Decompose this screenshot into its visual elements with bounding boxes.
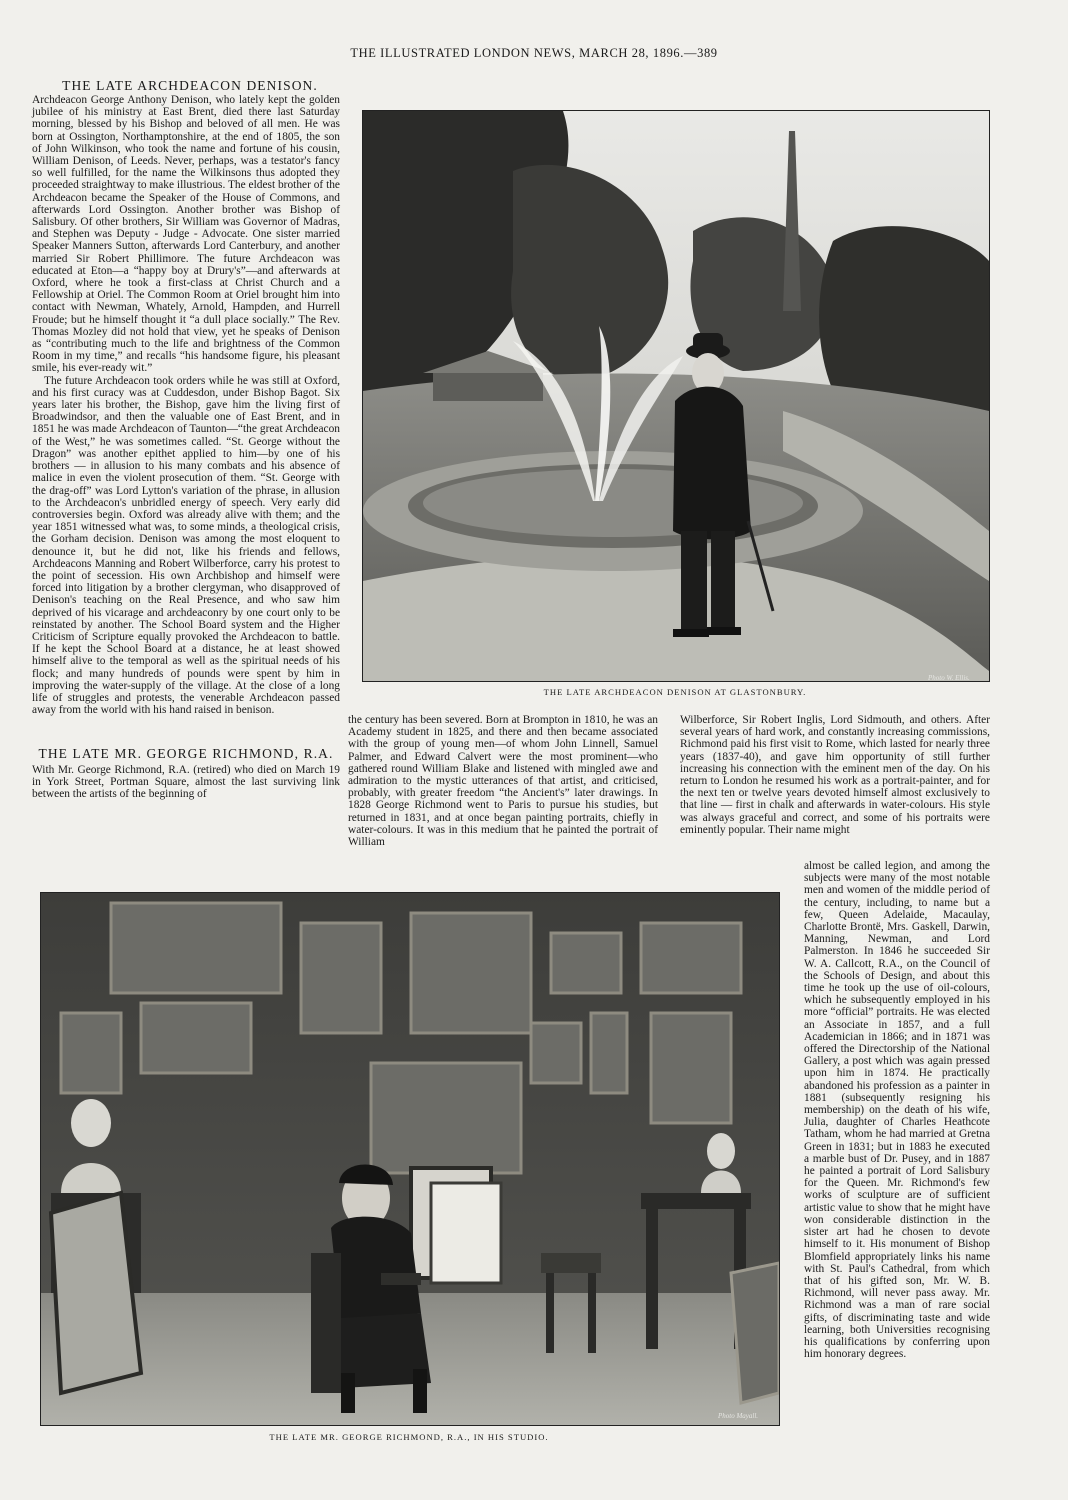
photo-caption-denison: THE LATE ARCHDEACON DENISON AT GLASTONBURY. (543, 687, 807, 697)
photo-richmond-studio (40, 892, 780, 1426)
article-column-1 (32, 764, 340, 801)
article-paragraph: The future Archdeacon took orders while he was still at Oxford, and his first curacy was at Cuddesdon, under Bishop Bagot. Six years later his brother, the Bishop, gave him the living first of Broadwindsor, and then the valuable one of East Brent, and in 1851 he was made Archdeacon of Taunton—“the great Archdeacon of the West,” he was sometimes called. “St. George without the Dragon” was another epithet applied to him—by one of his brothers — in allusion to his many combats and his absence of malice in even the violent prosecution of them. “St. George with the drag-off” was Lord Lytton's variation of the phrase, in allusion to the Archdeacon's unbridled energy of speech. Very early did controversies begin. Oxford was already alive with them; and the year 1851 witnessed what was, to some minds, a theological crisis, the Gorham decision. Denison was among the most eloquent to denounce it, but he did not, like his friends and fellows, Archdeacons Manning and Robert Wilberforce, carry his protest to the point of secession. His own Archbishop and himself were forced into litigation by a brother clergyman, who disapproved of Denison's teaching on the Real Presence, and who saw him deprived of his vicarage and archdeaconry by one court only to be reinstated by another. The School Board system and the Higher Criticism of Scripture equally provoked the Archdeacon to battle. If he kept the School Board at a distance, he at least showed himself alive to the temporal as well as the spiritual needs of his flock; and many hundreds of pounds were spent by him in improving the water-supply of the village. At the close of a long life of struggles and protests, the venerable Archdeacon passed away from the world with his hand raised in benison. (32, 374, 340, 717)
garden-illustration (363, 111, 989, 681)
article-paragraph: Archdeacon George Anthony Denison, who lately kept the golden jubilee of his ministry at East Brent, died there last Saturday morning, blessed by his Bishop and beloved of all men. He was born at Ossington, Northamptonshire, at the end of 1805, the son of John Wilkinson, who took the name and fortune of his cousin, William Denison, of Leeds. Never, perhaps, was a testator's fancy so well fulfilled, for the name the Wilkinsons thus adopted they proceeded straightway to make illustrious. The eldest brother of the Archdeacon became the Speaker of the House of Commons, and afterwards Lord Ossington. Another brother was Bishop of Salisbury. Of other brothers, Sir William was Governor of Madras, and Stephen was Deputy - Judge - Advocate. One sister married Speaker Manners Sutton, afterwards Lord Canterbury, and another married Sir Robert Phillimore. The future Archdeacon was educated at Eton—a “happy boy at Drury's”—and afterwards at Oxford, where he took a first-class at Christ Church and a Fellowship at Oriel. The Common Room at Oriel brought him into contact with Newman, Whately, Arnold, Hampden, and Hurrell Froude; but he himself thought it “a dull place socially.” The Rev. Thomas Mozley did not hold that view, yet he speaks of Denison as “contributing much to the life and brightness of the Common Room in my time,” and recalls “his handsome figure, his pleasant smile, his ever-ready wit.” (32, 94, 340, 375)
article-column-3 (680, 714, 990, 836)
article-paragraph: With Mr. George Richmond, R.A. (retired) who died on March 19 in York Street, Portman Square, almost the last surviving link between the artists of the beginning of (32, 764, 340, 801)
article-paragraph: Wilberforce, Sir Robert Inglis, Lord Sidmouth, and others. After several years of hard work, and constantly increasing commissions, Richmond paid his first visit to Rome, which lasted for nearly three years (1837-40), and gave him opportunity of still further increasing his connection with the eminent men of the day. On his return to London he resumed his work as a portrait-painter, and for the next ten or twelve years devoted himself almost exclusively to that line — first in chalk and afterwards in water-colours. His style was always graceful and correct, and some of his portraits were eminently popular. Their name might (680, 714, 990, 836)
running-head: THE ILLUSTRATED LONDON NEWS, MARCH 28, 1896.—389 (350, 46, 718, 60)
article-title-richmond: THE LATE MR. GEORGE RICHMOND, R.A. (38, 746, 334, 761)
article-body-denison (32, 94, 340, 716)
article-paragraph: almost be called legion, and among the subjects were many of the most notable men and women of the middle period of the century, including, to name but a few, Queen Adelaide, Macaulay, Charlotte Brontë, Mrs. Gaskell, Darwin, Manning, Newman, and Lord Palmerston. In 1846 he succeeded Sir W. A. Callcott, R.A., on the Council of the Schools of Design, and about this time he took up the use of oil-colours, which he subsequently employed in his more “official” portraits. He was elected an Associate in 1857, and a full Academician in 1866; and in 1871 was offered the Directorship of the National Gallery, a post which was again pressed upon him in 1874. He practically abandoned his profession as a painter in 1881 (subsequently resigning his membership) on the death of his wife, Julia, daughter of Charles Heathcote Tatham, whom he had married at Gretna Green in 1831; but in 1883 he executed a marble bust of Dr. Pusey, and in 1887 he painted a portrait of Lord Salisbury for the Queen. Mr. Richmond's few works of sculpture are of sufficient artistic value to show that he might have won considerable distinction in the sister art had he chosen to devote himself to it. His monument of Bishop Blomfield appropriately links his name with St. Paul's Cathedral, from which that of his gifted son, Mr. W. B. Richmond, will never pass away. Mr. Richmond was a man of rare social gifts, of discriminating taste and wide learning, both Universities recognising his qualifications by conferring upon him honorary degrees. (804, 860, 990, 1361)
article-title-denison: THE LATE ARCHDEACON DENISON. (62, 78, 318, 93)
studio-illustration (41, 893, 779, 1425)
photo-credit-richmond: Photo Mayall. (718, 1412, 759, 1420)
photo-caption-richmond: THE LATE MR. GEORGE RICHMOND, R.A., IN HIS STUDIO. (269, 1432, 549, 1442)
photo-credit-denison: Photo W. Ellis. (928, 674, 970, 682)
article-column-2 (348, 714, 658, 848)
article-column-3-continued (804, 860, 990, 1360)
photo-denison-glastonbury (362, 110, 990, 682)
article-paragraph: the century has been severed. Born at Brompton in 1810, he was an Academy student in 1825, and there and then became associated with the group of young men—of whom John Linnell, Samuel Palmer, and Edward Calvert were the most prominent—who gathered round William Blake and listened with mingled awe and admiration to the mystic utterances of that artist, and criticised, probably, with greater freedom “the Ancient's” later drawings. In 1828 George Richmond went to Paris to pursue his studies, but returned in 1831, and at once began painting portraits, chiefly in water-colours. It was in this medium that he painted the portrait of William (348, 714, 658, 849)
